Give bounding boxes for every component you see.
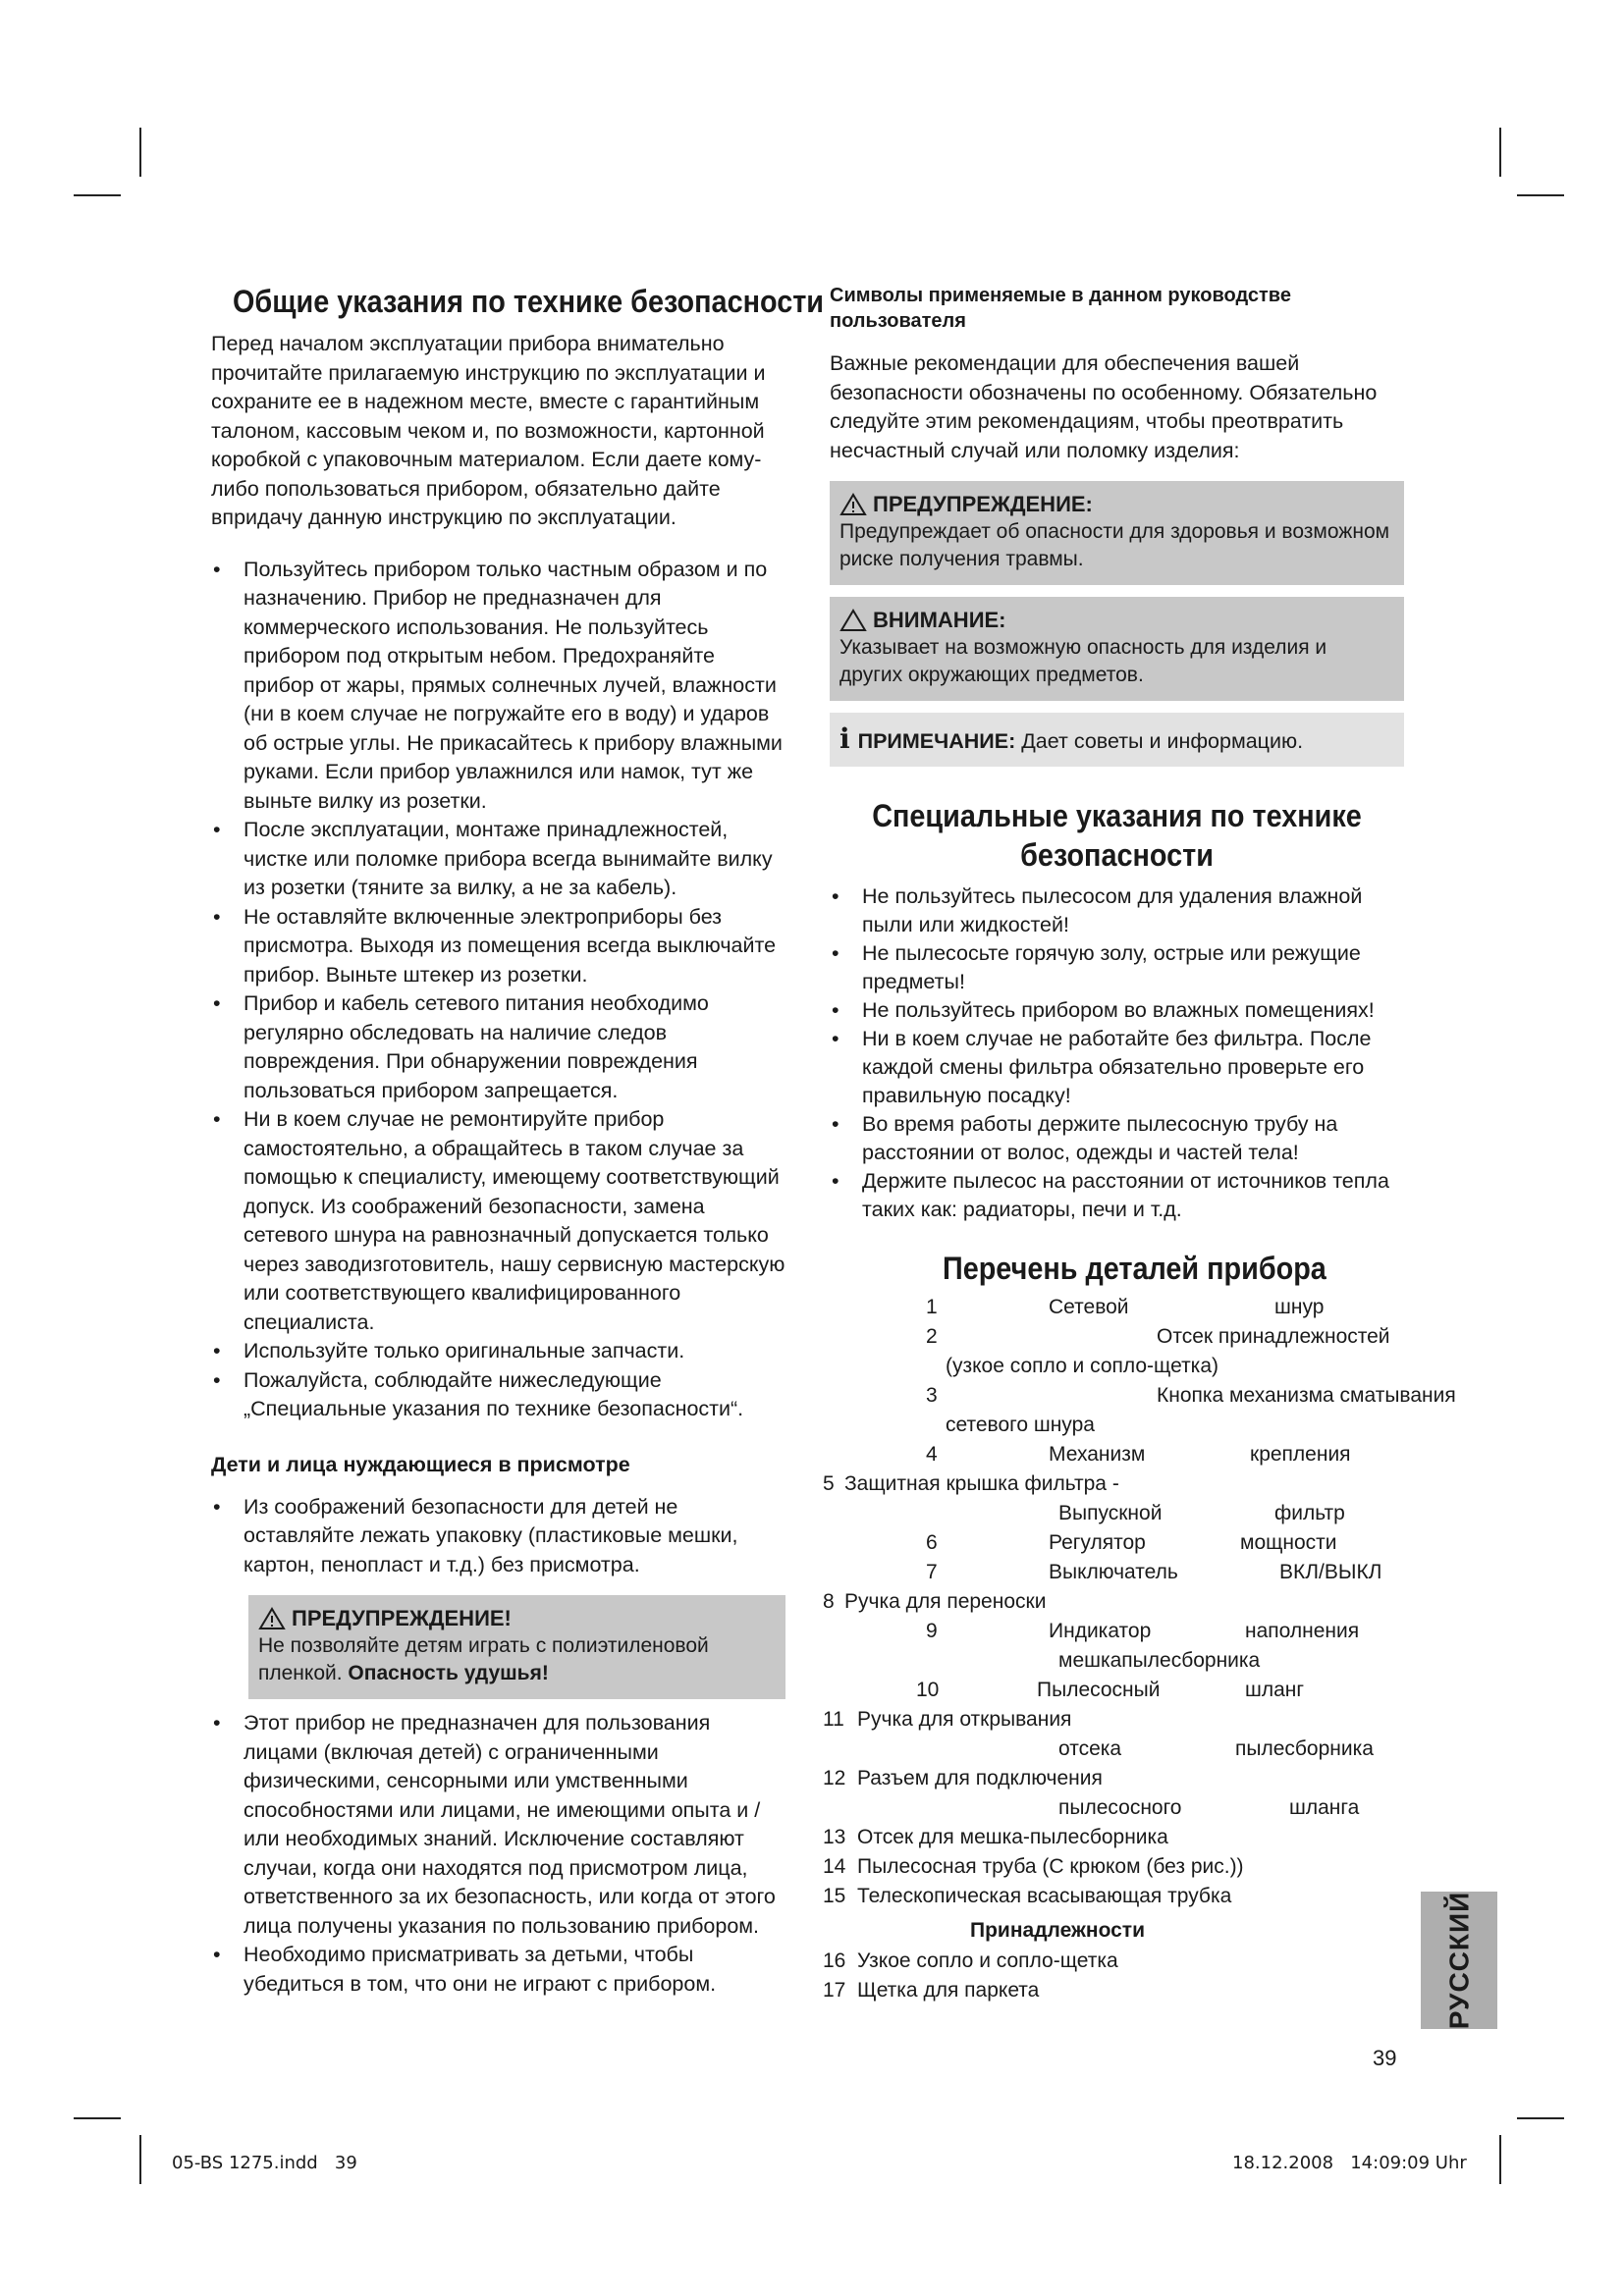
crop-mark — [139, 2135, 141, 2184]
crop-mark — [1499, 2135, 1501, 2184]
list-item: • После эксплуатации, монтаже принадлежностей, чистке или поломке прибора всегда вынимайте вилку из розетки (тяните за вилку, а не за кабель). — [211, 816, 785, 903]
part-label: отсека — [1058, 1737, 1122, 1761]
list-item: • Прибор и кабель сетевого питания необходимо регулярно обследовать на наличие следов повреждения. При обнаружении повреждения пользоваться прибором запрещается. — [211, 989, 785, 1105]
info-icon: i — [839, 722, 850, 755]
part-label: Ручка для открывания — [857, 1708, 1072, 1732]
accessories-title: Принадлежности — [970, 1919, 1145, 1943]
part-number: 8 — [823, 1590, 835, 1614]
part-number: 14 — [823, 1855, 846, 1879]
parts-row — [823, 1352, 1451, 1381]
parts-row — [823, 1705, 1451, 1735]
footer-file: 05-BS 1275.indd 39 — [172, 2153, 357, 2173]
footer-timestamp: 18.12.2008 14:09:09 Uhr — [1232, 2153, 1467, 2173]
part-number: 17 — [823, 1979, 846, 2002]
special-list — [830, 882, 1404, 1224]
warning-box — [248, 1595, 785, 1699]
part-label: Пылесосный — [1037, 1679, 1161, 1702]
list-item: • Во время работы держите пылесосную трубу на расстоянии от волос, одежды и частей тела! — [830, 1110, 1404, 1167]
part-label: Механизм — [1049, 1443, 1146, 1467]
part-label: Пылесосная труба (С крюком (без рис.)) — [857, 1855, 1244, 1879]
list-item: • Не оставляйте включенные электроприборы без присмотра. Выходя из помещения всегда выключайте прибор. Выньте штекер из розетки. — [211, 903, 785, 990]
children-list — [211, 1493, 785, 1580]
warning-emphasis: Опасность удушья! — [348, 1662, 549, 1685]
parts-row — [823, 1947, 1451, 1976]
part-number: 3 — [926, 1384, 938, 1408]
intro-paragraph: Перед началом эксплуатации прибора внимательно прочитайте прилагаемую инструкцию по эксплуатации и сохраните ее в надежном месте, вместе с гарантийным талоном, кассовым чеком и, по возможности, картонной коробкой с упаковочным материалом. Если даете кому-либо попользоваться прибором, обязательно дайте впридачу данную инструкцию по эксплуатации. — [211, 332, 766, 530]
children-title: Дети и лица нуждающиеся в присмотре — [211, 1452, 630, 1476]
parts-row — [823, 1322, 1451, 1352]
part-label: Отсек для мешка-пылесборника — [857, 1826, 1168, 1849]
part-label: мешкапылесборника — [1058, 1649, 1261, 1673]
crop-mark — [74, 194, 121, 196]
part-label: шнур — [1274, 1296, 1325, 1319]
parts-row — [823, 1293, 1451, 1322]
right-column — [823, 283, 1456, 2005]
part-number: 9 — [926, 1620, 938, 1643]
warning-box — [830, 481, 1404, 585]
parts-row — [823, 1499, 1451, 1528]
safety-list — [211, 556, 785, 1424]
part-label: фильтр — [1274, 1502, 1345, 1525]
parts-row — [823, 1469, 1451, 1499]
part-number: 5 — [823, 1472, 835, 1496]
warning-text: Предупреждает об опасности для здоровья и возможном риске получения травмы. — [839, 520, 1390, 570]
part-label: Регулятор — [1049, 1531, 1146, 1555]
symbols-intro: Важные рекомендации для обеспечения вашей безопасности обозначены по особенному. Обязательно следуйте этим рекомендациям, чтобы преотвратить несчастный случай или поломку изделия: — [830, 351, 1378, 462]
part-label: Разъем для подключения — [857, 1767, 1103, 1790]
note-title: ПРИМЕЧАНИЕ: — [857, 729, 1016, 753]
more-list — [211, 1709, 785, 1999]
language-label: РУССКИЙ — [1443, 1891, 1475, 2030]
list-item: • Необходимо присматривать за детьми, чтобы убедиться в том, что они не играют с прибором. — [211, 1941, 785, 1999]
part-label: пылесосного — [1058, 1796, 1182, 1820]
part-number: 1 — [926, 1296, 938, 1319]
parts-row — [823, 1735, 1451, 1764]
warning-text: Не позволяйте детям играть с полиэтиленовой пленкой. — [258, 1634, 709, 1685]
special-safety-title: Специальные указания по технике безопасности — [872, 798, 1362, 873]
part-label: Узкое сопло и сопло-щетка — [857, 1949, 1118, 1973]
caution-triangle-icon — [839, 609, 867, 632]
part-label: сетевого шнура — [946, 1414, 1095, 1437]
warning-triangle-icon — [839, 493, 867, 516]
crop-mark — [1517, 2117, 1564, 2119]
caution-text: Указывает на возможную опасность для изделия и других окружающих предметов. — [839, 636, 1327, 686]
part-label: мощности — [1240, 1531, 1337, 1555]
parts-row — [823, 1793, 1451, 1823]
part-number: 2 — [926, 1325, 938, 1349]
list-item: • Не пользуйтесь прибором во влажных помещениях! — [830, 996, 1404, 1025]
list-item: • Используйте только оригинальные запчасти. — [211, 1337, 785, 1366]
parts-list — [823, 1293, 1456, 2005]
symbols-title: Символы применяемые в данном руководстве пользователя — [830, 285, 1291, 332]
part-label: Телескопическая всасывающая трубка — [857, 1885, 1232, 1908]
list-item: • Ни в коем случае не работайте без фильтра. После каждой смены фильтра обязательно проверьте его правильную посадку! — [830, 1025, 1404, 1110]
part-label: ВКЛ/ВЫКЛ — [1279, 1561, 1382, 1584]
parts-row — [823, 1976, 1451, 2005]
part-number: 10 — [916, 1679, 940, 1702]
parts-title: Перечень деталей прибора — [943, 1251, 1326, 1286]
part-label: шланг — [1245, 1679, 1305, 1702]
list-item: • Пожалуйста, соблюдайте нижеследующие „Специальные указания по технике безопасности“. — [211, 1366, 785, 1424]
caution-box — [830, 597, 1404, 701]
warning-title: ПРЕДУПРЕЖДЕНИЕ! — [292, 1606, 512, 1631]
part-number: 13 — [823, 1826, 846, 1849]
crop-mark — [139, 128, 141, 177]
page-number: 39 — [1373, 2046, 1397, 2070]
part-number: 11 — [823, 1708, 844, 1732]
parts-row — [823, 1882, 1451, 1911]
parts-row — [823, 1587, 1451, 1617]
part-label: Выпускной — [1058, 1502, 1163, 1525]
part-label: Сетевой — [1049, 1296, 1129, 1319]
part-number: 6 — [926, 1531, 938, 1555]
part-number: 4 — [926, 1443, 938, 1467]
crop-mark — [1499, 128, 1501, 177]
part-label: Отсек принадлежностей — [1157, 1325, 1390, 1349]
parts-row — [823, 1440, 1451, 1469]
part-number: 7 — [926, 1561, 938, 1584]
parts-row — [823, 1852, 1451, 1882]
parts-row — [823, 1617, 1451, 1646]
part-number: 16 — [823, 1949, 846, 1973]
parts-row — [823, 1823, 1451, 1852]
list-item: • Не пользуйтесь пылесосом для удаления влажной пыли или жидкостей! — [830, 882, 1404, 939]
part-label: Щетка для паркета — [857, 1979, 1040, 2002]
part-label: Кнопка механизма сматывания — [1157, 1384, 1456, 1408]
list-item: • Из соображений безопасности для детей не оставляйте лежать упаковку (пластиковые мешки, картон, пенопласт и т.д.) без присмотра. — [211, 1493, 785, 1580]
left-column — [211, 283, 825, 1999]
parts-row — [823, 1558, 1451, 1587]
part-label: Ручка для переноски — [844, 1590, 1047, 1614]
part-label: крепления — [1250, 1443, 1351, 1467]
list-item: • Не пылесосьте горячую золу, острые или режущие предметы! — [830, 939, 1404, 996]
part-number: 15 — [823, 1885, 846, 1908]
list-item: • Пользуйтесь прибором только частным образом и по назначению. Прибор не предназначен для коммерческого использования. Не пользуйтесь прибором под открытым небом. Предохраняйте прибор от жары, прямых солнечных лучей, влажности (ни в коем случае не погружайте его в воду) и ударов об острые углы. Не прикасайтесь к прибору влажными руками. Если прибор увлажнился или намок, тут же выньте вилку из розетки. — [211, 556, 785, 817]
note-box — [830, 713, 1404, 767]
part-label: Защитная крышка фильтра - — [844, 1472, 1119, 1496]
warning-triangle-icon — [258, 1607, 286, 1630]
part-number: 12 — [823, 1767, 846, 1790]
parts-row — [823, 1646, 1451, 1676]
parts-row — [823, 1381, 1456, 1411]
part-label: пылесборника — [1235, 1737, 1374, 1761]
warning-title: ПРЕДУПРЕЖДЕНИЕ: — [873, 492, 1093, 516]
list-item: • Этот прибор не предназначен для пользования лицами (включая детей) с ограниченными физическими, сенсорными или умственными способностями или лицами, не имеющими опыта и /или необходимых знаний. Исключение составляют случаи, когда они находятся под присмотром лица, ответственного за их безопасность, или когда от этого лица получены указания по пользованию прибором. — [211, 1709, 785, 1941]
parts-row — [823, 1676, 1451, 1705]
caution-title: ВНИМАНИЕ: — [873, 608, 1006, 632]
list-item: • Держите пылесос на расстоянии от источников тепла таких как: радиаторы, печи и т.д. — [830, 1167, 1404, 1224]
parts-row — [823, 1411, 1451, 1440]
part-label: шланга — [1289, 1796, 1360, 1820]
note-text: Дает советы и информацию. — [1021, 729, 1304, 753]
part-label: Индикатор — [1049, 1620, 1152, 1643]
part-label: наполнения — [1245, 1620, 1360, 1643]
parts-row — [823, 1764, 1451, 1793]
crop-mark — [1517, 194, 1564, 196]
list-item: • Ни в коем случае не ремонтируйте прибор самостоятельно, а обращайтесь в таком случае за помощью к специалисту, имеющему соответствующий допуск. Из соображений безопасности, замена сетевого шнура на равнозначный допускается только через заводизготовитель, нашу сервисную мастерскую или соответствующего квалифицированного специалиста. — [211, 1105, 785, 1337]
general-safety-title: Общие указания по технике безопасности — [233, 284, 825, 319]
language-tab — [1421, 1892, 1497, 2029]
parts-row — [823, 1528, 1451, 1558]
crop-mark — [74, 2117, 121, 2119]
part-label: (узкое сопло и сопло-щетка) — [946, 1355, 1219, 1378]
part-label: Выключатель — [1049, 1561, 1178, 1584]
